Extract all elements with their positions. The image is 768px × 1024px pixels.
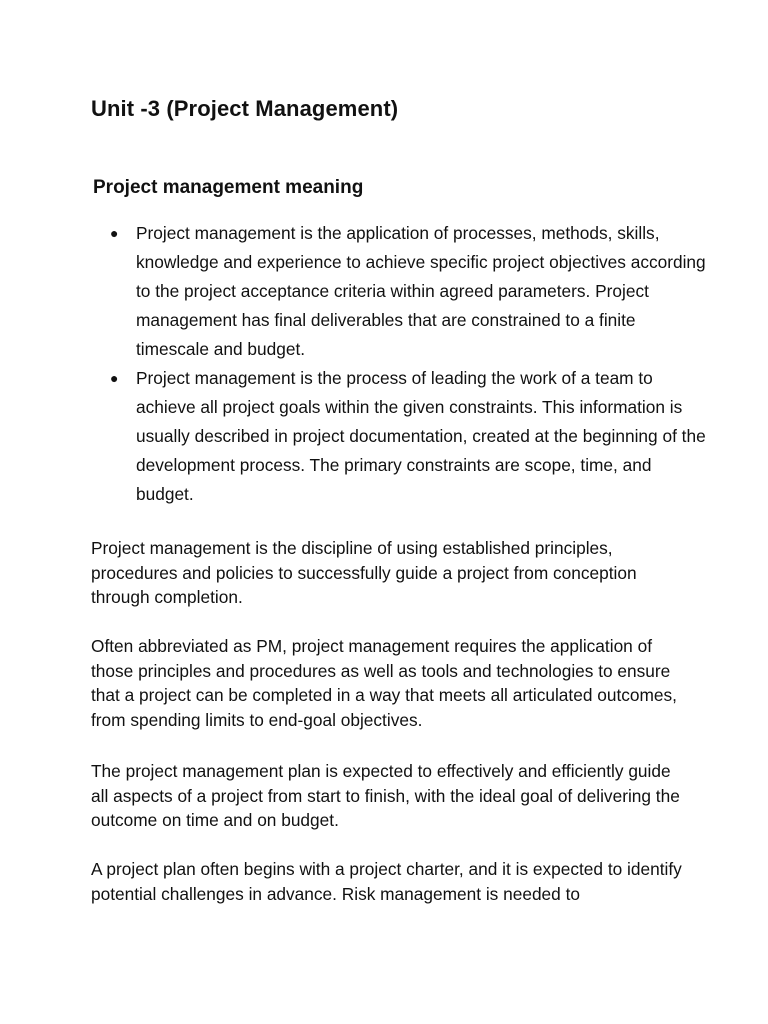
body-paragraph: The project management plan is expected to effectively and efficiently guide all aspects of a project from start to finish, with the ideal goal of delivering the outcome on time and on budget. bbox=[91, 761, 680, 831]
body-paragraph: A project plan often begins with a project charter, and it is expected to identify potential challenges in advance. Risk management is needed to bbox=[91, 859, 682, 904]
bullet-list bbox=[110, 219, 710, 509]
bullet-text: Project management is the process of leading the work of a team to achieve all project goals within the given constraints. This information is usually described in project documentation, created at the beginning of the development process. The primary constraints are scope, time, and budget. bbox=[136, 368, 706, 504]
bullet-icon: ● bbox=[110, 225, 119, 241]
body-paragraph: Often abbreviated as PM, project management requires the application of those principles and procedures as well as tools and technologies to ensure that a project can be completed in a way that meets all articulated outcomes, from spending limits to end-goal objectives. bbox=[91, 636, 677, 731]
body-paragraph: Project management is the discipline of using established principles, procedures and policies to successfully guide a project from conception through completion. bbox=[91, 538, 637, 608]
section-heading: Project management meaning bbox=[93, 177, 364, 198]
document-title: Unit -3 (Project Management) bbox=[91, 96, 399, 121]
bullet-icon: ● bbox=[110, 370, 119, 386]
bullet-item bbox=[110, 219, 710, 364]
bullet-text: Project management is the application of processes, methods, skills, knowledge and experience to achieve specific project objectives according to the project acceptance criteria within agreed parameters. Project management has final deliverables that are constrained to a finite timescale and budget. bbox=[136, 223, 706, 359]
bullet-item bbox=[110, 364, 710, 509]
